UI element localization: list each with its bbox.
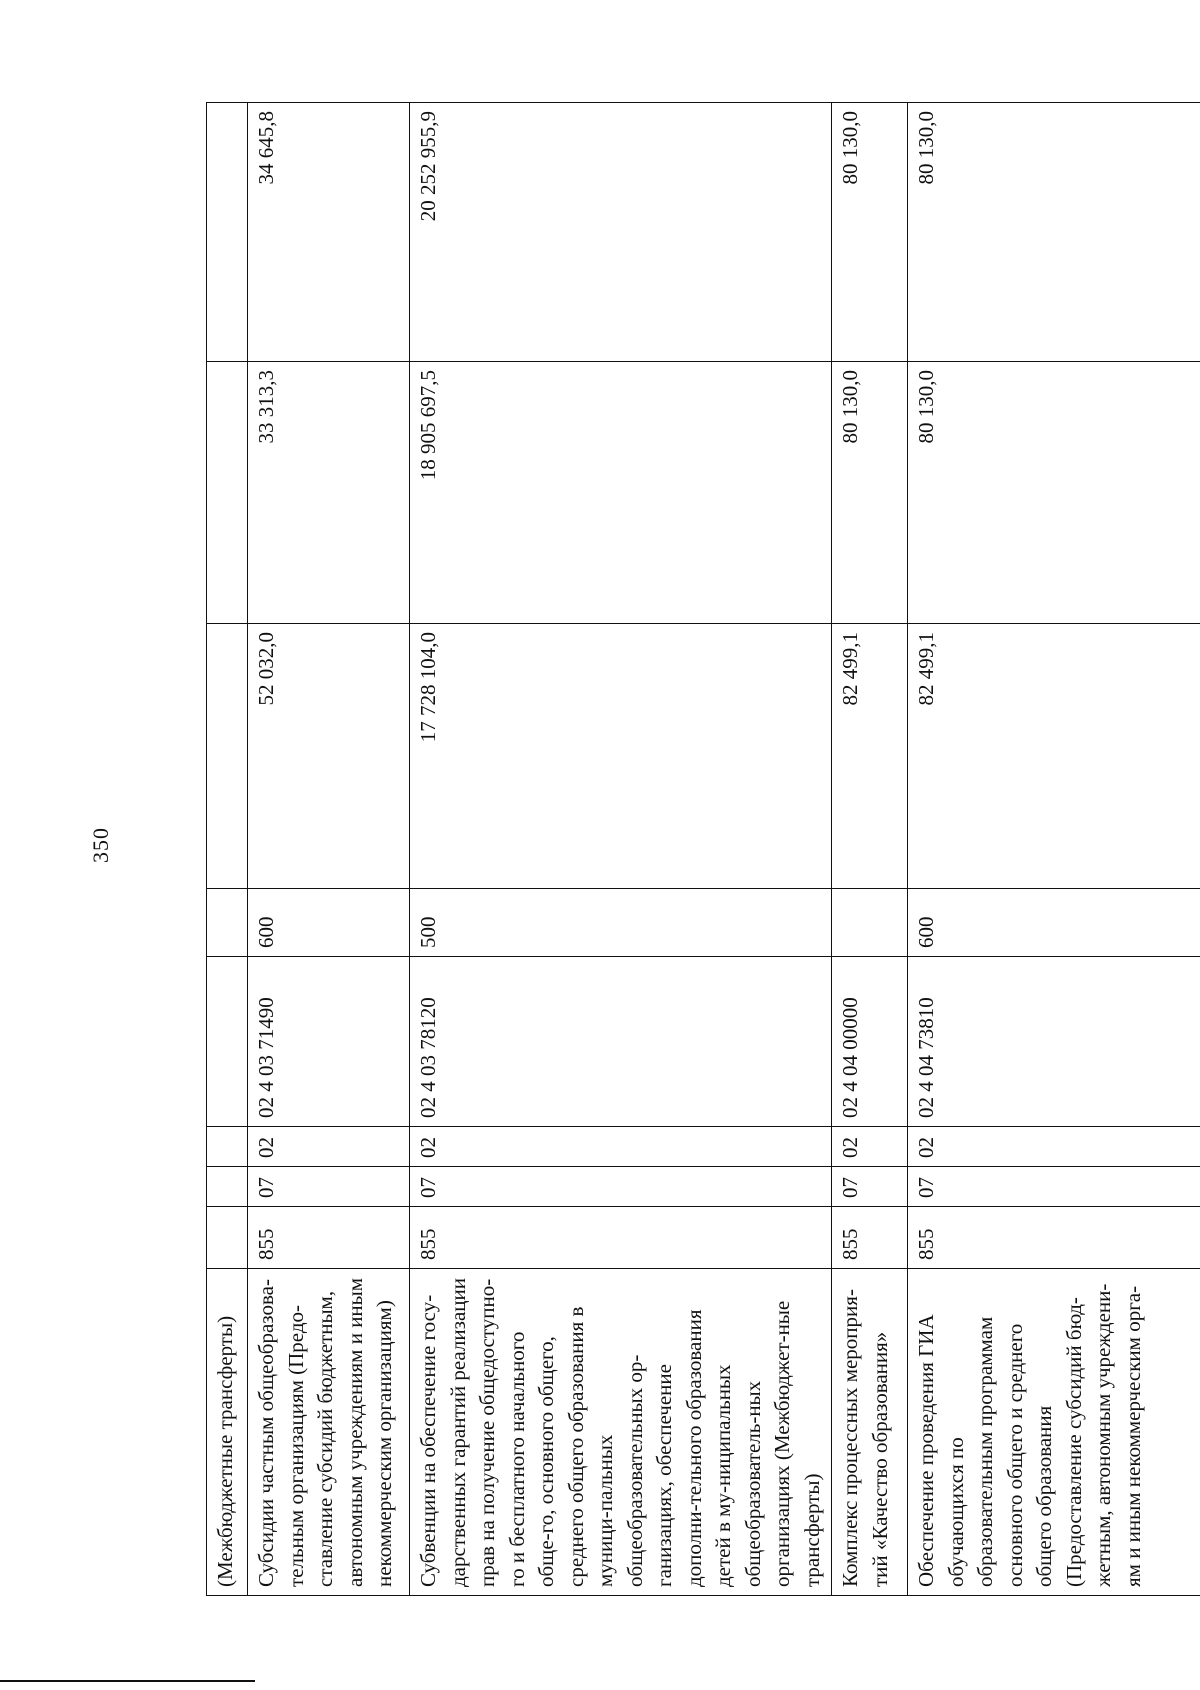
amount-2024 <box>207 362 248 624</box>
amount-2023: 17 728 104,0 <box>410 624 832 889</box>
target-code <box>207 957 248 1127</box>
amount-2024: 18 905 697,5 <box>410 362 832 624</box>
table-row <box>248 103 410 1596</box>
section-code: 07 <box>832 1167 908 1207</box>
amount-2024: 80 130,0 <box>832 362 908 624</box>
subsection-code: 02 <box>832 1127 908 1167</box>
amount-2025 <box>207 103 248 362</box>
amount-2025: 20 252 955,9 <box>410 103 832 362</box>
expense-type-code <box>832 889 908 957</box>
section-code: 07 <box>248 1167 410 1207</box>
subsection-code <box>207 1127 248 1167</box>
admin-code: 855 <box>832 1207 908 1269</box>
amount-2024: 80 130,0 <box>908 362 1200 624</box>
footnote-rule <box>0 1680 255 1682</box>
admin-code: 855 <box>248 1207 410 1269</box>
expense-type-code <box>207 889 248 957</box>
expense-type-code: 500 <box>410 889 832 957</box>
table-row <box>908 103 1200 1596</box>
subsection-code: 02 <box>908 1127 1200 1167</box>
subsection-code: 02 <box>248 1127 410 1167</box>
table-row <box>207 103 248 1596</box>
section-code: 07 <box>908 1167 1200 1207</box>
amount-2025: 80 130,0 <box>832 103 908 362</box>
amount-2023: 52 032,0 <box>248 624 410 889</box>
section-code: 07 <box>410 1167 832 1207</box>
row-name: Субсидии частным общеобразова-тельным организациям (Предо-ставление субсидий бюджетным, автономным учреждениям и иным некоммерческим организациям) <box>248 1269 410 1596</box>
amount-2023: 82 499,1 <box>832 624 908 889</box>
target-code: 02 4 03 78120 <box>410 957 832 1127</box>
expense-type-code: 600 <box>908 889 1200 957</box>
row-name: (Межбюджетные трансферты) <box>207 1269 248 1596</box>
page-number: 350 <box>88 827 113 863</box>
table-row <box>832 103 908 1596</box>
admin-code: 855 <box>410 1207 832 1269</box>
target-code: 02 4 04 00000 <box>832 957 908 1127</box>
subsection-code: 02 <box>410 1127 832 1167</box>
admin-code: 855 <box>908 1207 1200 1269</box>
budget-table <box>206 102 1200 1596</box>
amount-2025: 34 645,8 <box>248 103 410 362</box>
row-name: Комплекс процессных мероприя-тий «Качество образования» <box>832 1269 908 1596</box>
rotated-table-container <box>206 103 1145 1596</box>
admin-code <box>207 1207 248 1269</box>
amount-2023 <box>207 624 248 889</box>
expense-type-code: 600 <box>248 889 410 957</box>
target-code: 02 4 03 71490 <box>248 957 410 1127</box>
row-name: Обеспечение проведения ГИА обучающихся по образовательным программам основного общего и среднего общего образования (Предоставление субсидий бюд-жетным, автономным учреждени-ям и иным некоммерческим орга- <box>908 1269 1200 1596</box>
amount-2025: 80 130,0 <box>908 103 1200 362</box>
amount-2023: 82 499,1 <box>908 624 1200 889</box>
row-name: Субвенции на обеспечение госу-дарственных гарантий реализации прав на получение общедоступно-го и бесплатного начального обще-го, основного общего, среднего общего образования в муници-пальных общеобразовательных ор-ганизациях, обеспечение дополни-тельного образования детей в му-ниципальных общеобразователь-ных организациях (Межбюджет-ные трансферты) <box>410 1269 832 1596</box>
target-code: 02 4 04 73810 <box>908 957 1200 1127</box>
amount-2024: 33 313,3 <box>248 362 410 624</box>
table-row <box>410 103 832 1596</box>
section-code <box>207 1167 248 1207</box>
